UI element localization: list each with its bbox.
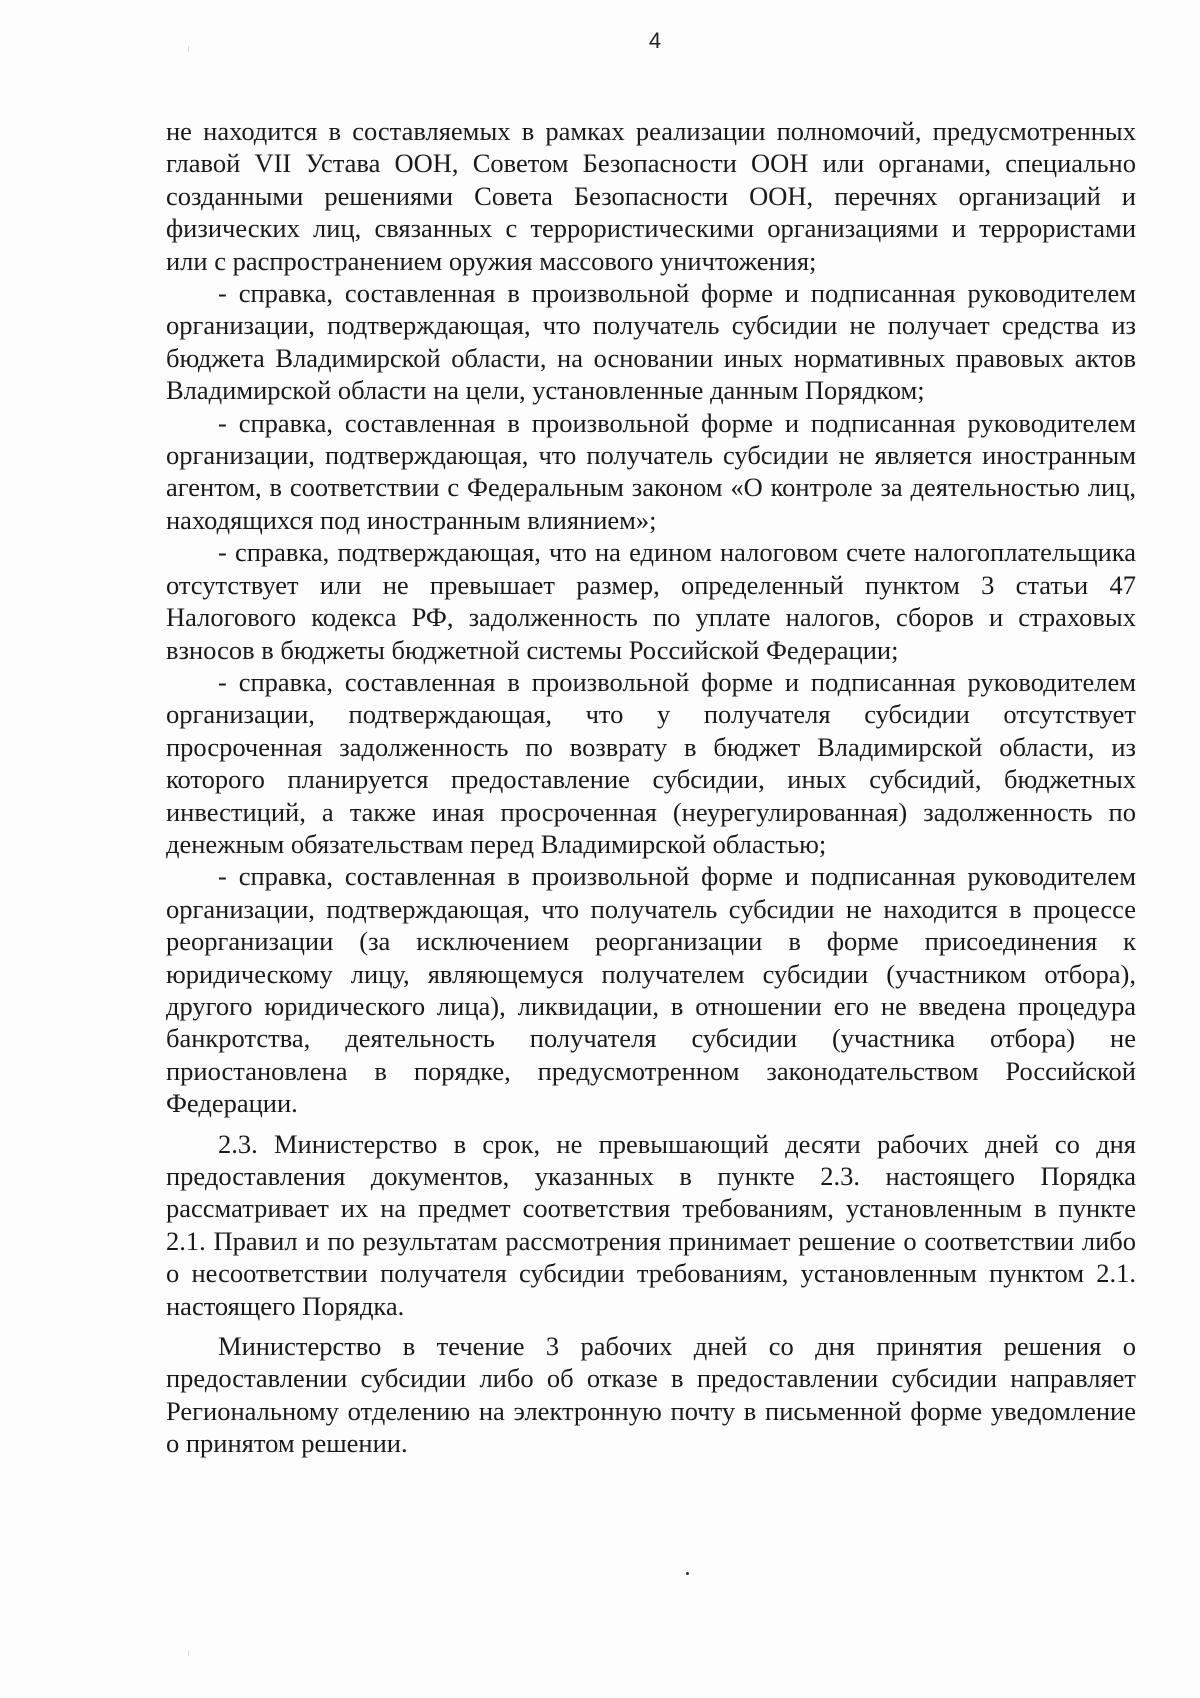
- list-item-debt-certificate: - справка, составленная в произвольной форме и подписанная руководителем организации, подтверждающая, что у получателя субсидии отсутствует просроченная задолженность по возврату в бюджет Владимирской области, из которого планируется предоставление субсидии, иных субсидий, бюджетных инвестиций, а также иная просроченная (неурегулированная) задолженность по денежным обязательствам перед Владимирской областью;: [166, 666, 1136, 859]
- list-item-foreign-agent-certificate: - справка, составленная в произвольной форме и подписанная руководителем организации, подтверждающая, что получатель субсидии не является иностранным агентом, в соответствии с Федеральным законом «О контроле за деятельностью лиц, находящихся под иностранным влиянием»;: [166, 407, 1136, 535]
- scan-margin-mark: [188, 1650, 189, 1656]
- list-item-budget-certificate: - справка, составленная в произвольной форме и подписанная руководителем организации, подтверждающая, что получатель субсидии не получает средства из бюджета Владимирской области, на основании иных нормативных правовых актов Владимирской области на цели, установленные данным Порядком;: [166, 278, 1136, 406]
- paragraph-notification: Министерство в течение 3 рабочих дней со дня принятия решения о предоставлении субсидии либо об отказе в предоставлении субсидии направляет Региональному отделению на электронную почту в письменной форме уведомление о принятом решении.: [166, 1331, 1136, 1459]
- scan-margin-mark: [188, 46, 189, 52]
- paragraph-continuation: не находится в составляемых в рамках реализации полномочий, предусмотренных главой VII Устава ООН, Советом Безопасности ООН или органами, специально созданными решениями Совета Безопасности ООН, перечнях организаций и физических лиц, связанных с террористическими организациями и террористами или с распространением оружия массового уничтожения;: [166, 116, 1136, 276]
- list-item-tax-certificate: - справка, подтверждающая, что на едином налоговом счете налогоплательщика отсутствует или не превышает размер, определенный пунктом 3 статьи 47 Налогового кодекса РФ, задолженность по уплате налогов, сборов и страховых взносов в бюджеты бюджетной системы Российской Федерации;: [166, 537, 1136, 665]
- paragraph-section-2-3: 2.3. Министерство в срок, не превышающий десяти рабочих дней со дня предоставления документов, указанных в пункте 2.3. настоящего Порядка рассматривает их на предмет соответствия требованиям, установленным в пункте 2.1. Правил и по результатам рассмотрения принимает решение о соответствии либо о несоответствии получателя субсидии требованиям, установленным пунктом 2.1. настоящего Порядка.: [166, 1128, 1136, 1321]
- scan-artifact-dot: [686, 1572, 689, 1575]
- document-body: [166, 115, 1136, 1460]
- list-item-reorganization-certificate: - справка, составленная в произвольной форме и подписанная руководителем организации, подтверждающая, что получатель субсидии не находится в процессе реорганизации (за исключением реорганизации в форме присоединения к юридическому лицу, являющемуся получателем субсидии (участником отбора), другого юридического лица), ликвидации, в отношении его не введена процедура банкротства, деятельность получателя субсидии (участника отбора) не приостановлена в порядке, предусмотренном законодательством Российской Федерации.: [166, 861, 1136, 1119]
- page-number: 4: [648, 28, 662, 53]
